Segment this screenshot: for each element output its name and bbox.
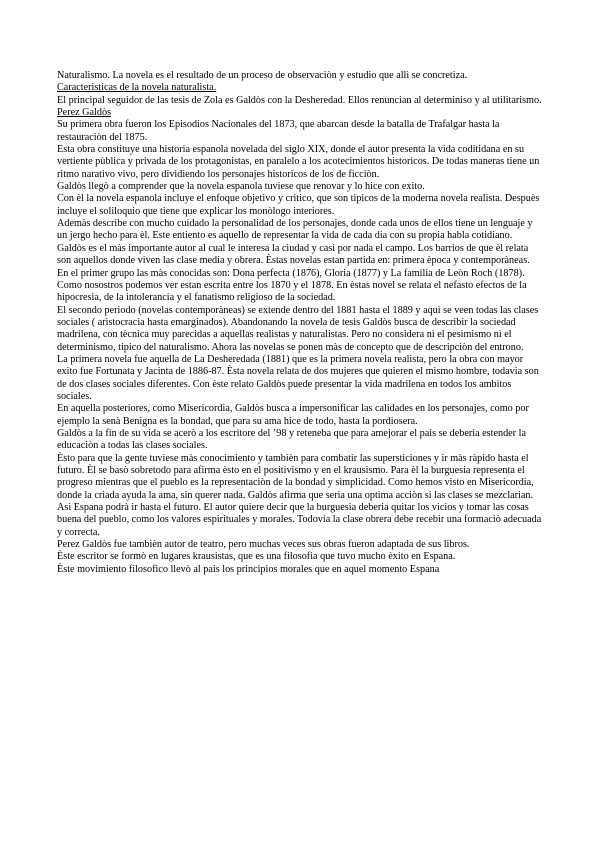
paragraph-conocimiento-futuro: Èsto para que la gente tuviese màs conocimiento y tambièn para combatir las supersticiones y ir màs ràpido hasta el futuro. Èl se basò sobretodo para afirma èsto en el positivismo y en el krausismo. Para èl la burguesia representa el progreso mientras que el pueblo es la representaciòn de la bondad y simplicidad. Como hemos visto en Misericordia, donde la criada ayuda la ama, sin querer nada. Galdòs afirma que seria una optima acciòn si las clases se mezclarian. Asì Espana podrà ir hasta el futuro. El autor quiere decir que la burguesia deberia quitar los vicios y tomar las cosas buena del pueblo, como los valores espirituales y morales. Todovia la clase obrera debe recebir una formaciò adecuada y correcta. bbox=[57, 452, 542, 538]
paragraph-ciudad-campo: Galdòs es el màs importante autor al cual le interesa la ciudad y casi por nada el campo. Los barrios de que èl relata son aquellos donde viven las clase media y obrera. Èstas novelas estan partida en: primera època y contemporàneas. bbox=[57, 242, 530, 267]
paragraph-naturalismo-intro: Naturalismo. La novela es el resultado de un proceso de observaciòn y estudio que allì se concretiza. bbox=[57, 70, 468, 81]
paragraph-misericordia: En aquella posteriores, como Misericordia, Galdòs busca a impersonificar las calidades en los personajes, como por ejemplo la senà Benigna es la bondad, que para su ama hice de todo, hasta la pordiosera. bbox=[57, 403, 529, 427]
paragraph-seguidor-zola: El principal seguidor de las tesis de Zola es Galdòs con la Desheredad. Ellos renuncian al determiniso y al utilitarismo. bbox=[57, 94, 542, 106]
paragraph-historia-novelada: Esta obra constituye una historia espanola novelada del siglo XIX, donde el autor presenta la vida coditidana en su vertiente pùblica y privada de los protagonistas, en paralelo a los acotecimientos historicos. De todas maneras tiene un ritmo narativo vivo, pero dividiendo los personajes historicos de los de ficciòn. bbox=[57, 144, 540, 180]
paragraph-krausismo: Èste escritor se formò en lugares krausistas, que es una filosofia que tuvo mucho èxito en Espana. bbox=[57, 551, 456, 563]
paragraph-renovar-novela: Galdòs llegò a comprender que la novela espanola tuviese que renovar y lo hice con exito. bbox=[57, 181, 425, 193]
paragraph-fin-de-vida: Galdòs a la fin de su vida se acerò a los escritore del ’98 y reteneba que para amejorar el pais se deberia estender la educaciòn a todas las clases sociales. bbox=[57, 427, 526, 452]
paragraph-primer-grupo: En el primer grupo las màs conocidas son: Dona perfecta (1876), Gloria (1877) y La familia de Leòn Roch (1878). Como nosostros podemos ver estan escrita entre los 1870 y el 1878. En èstas novel se relata el nefasto efectos de la hipocresia, de la intolerancia y el fanatismo religioso de la sociedad. bbox=[57, 267, 527, 304]
document-page bbox=[57, 70, 544, 576]
paragraph-secondo-periodo: El secondo periodo (novelas contemporàneas) se extende dentro del 1881 hasta el 1889 y aquì se veen todas las clases sociales ( aristocracia hasta emarginados). Abandonando la novela de tesis Galdòs busca de describir la sociedad madrilena, con tècnica muy parecidas a aquellas realistas y naturalistas. Pero no considera nì el pesimismo nì el determinismo, tipico del naturalismo. Ahora las novelas se ponen màs de concepto que de descripciòn del entrono. bbox=[57, 304, 539, 353]
paragraph-episodios-nacionales: Su primera obra fueron los Episodios Nacionales del 1873, que abarcan desde la batalla de Trafalgar hasta la restauraciòn del 1875. bbox=[57, 119, 500, 143]
heading-caracteristicas: Caracteristicas de la novela naturalista. bbox=[57, 82, 217, 94]
paragraph-teatro: Perez Galdòs fue tambièn autor de teatro, pero muchas veces sus obras fueron adaptada de sus libros. bbox=[57, 539, 470, 551]
paragraph-personalidad-personajes: Ademàs describe con mucho cuidado la personalidad de los personajes, donde cada unos de ellos tiene un lenguaje y un jergo hecho para èl. Este entiento es aquello de representar la vida de cada dia con su propia habla cotidiano. bbox=[57, 218, 533, 242]
heading-perez-galdos: Perez Galdòs bbox=[57, 107, 112, 119]
paragraph-enfoque-objetivo: Con èl la novela espanola incluye el enfoque objetivo y critico, que son tipicos de la moderna novela realista. Despuès incluye el soliloquio que tiene que explicar los monòlogo interiores. bbox=[57, 193, 540, 217]
paragraph-desheredada: La primera novela fue aquella de La Desheredada (1881) que es la primera novela realista, pero la obra con mayor exito fue Fortunata y Jacinta de 1886-87. Èsta novela relata de dos mujeres que quieren el mismo hombre, todavia son de dos clases sociales diferentes. Con èste relato Galdòs puede presentar la vida madrilena en todos los ambitos sociales. bbox=[57, 353, 539, 402]
paragraph-movimiento-filosofico: Èste movimiento filosofico llevò al pais los principios morales que en aquel momento Espana bbox=[57, 563, 440, 575]
